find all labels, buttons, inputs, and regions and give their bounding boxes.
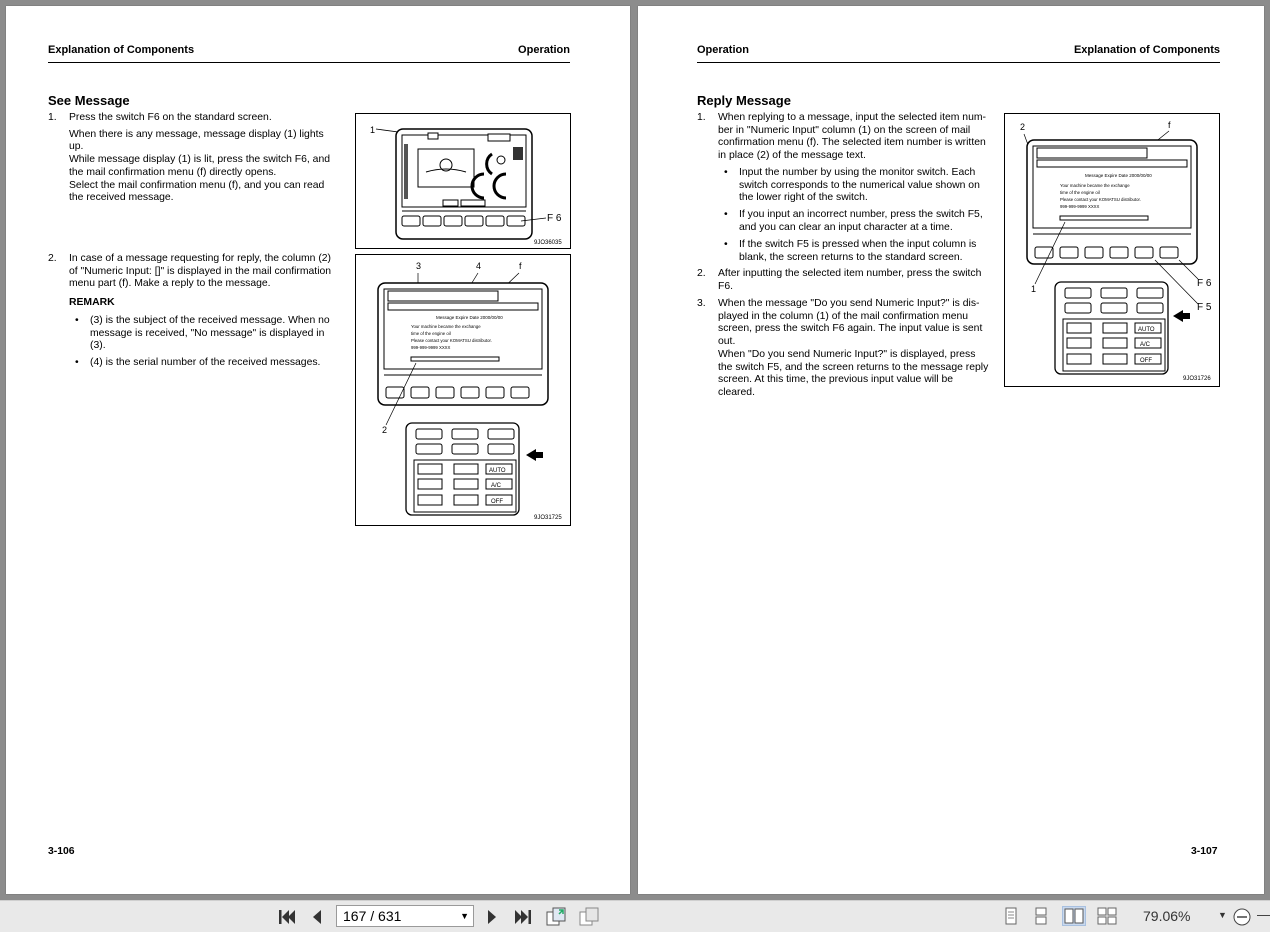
header-left: Operation xyxy=(697,44,749,56)
section-title: See Message xyxy=(48,93,130,108)
page-number-input[interactable] xyxy=(336,905,474,927)
section-title: Reply Message xyxy=(697,93,791,108)
bullet: • xyxy=(75,315,79,326)
page-number: 3-107 xyxy=(1191,846,1218,857)
viewer-toolbar xyxy=(0,900,1270,932)
zoom-dropdown-icon[interactable]: ▼ xyxy=(1218,910,1227,920)
svg-text:9JO31725: 9JO31725 xyxy=(534,515,562,521)
step-1-text: Press the switch F6 on the standard screen. When there is any message, message display (1) lights up. While message display (1) is lit, press the switch F6, and the mail confirmation menu (f) directly opens. Select the mail confirmation menu (f), and you can read the received message. xyxy=(69,112,331,204)
svg-text:AUTO: AUTO xyxy=(489,468,506,474)
svg-text:OFF: OFF xyxy=(491,499,503,505)
monitor-figure-3 xyxy=(1004,113,1220,387)
bullet: • xyxy=(724,167,728,178)
two-page-continuous-view-icon[interactable] xyxy=(1096,907,1118,925)
svg-text:time of the engine oil: time of the engine oil xyxy=(411,331,451,336)
header-left: Explanation of Components xyxy=(48,44,195,56)
svg-text:AUTO: AUTO xyxy=(1138,327,1155,333)
svg-text:2: 2 xyxy=(382,425,388,435)
bullet: • xyxy=(75,357,79,368)
zoom-level[interactable]: 79.06% xyxy=(1143,908,1191,924)
page-header xyxy=(48,44,570,63)
svg-text:f: f xyxy=(519,261,522,271)
extract-page-icon[interactable] xyxy=(545,906,569,926)
svg-text:F 6: F 6 xyxy=(547,213,562,224)
svg-text:f: f xyxy=(1168,120,1171,130)
svg-text:F 6: F 6 xyxy=(1197,278,1212,289)
step-3-text: When the message "Do you send Numeric Input?" is dis- played in the column (1) of the mail confirmation menu screen, press the switch F6 again. The input value is sent out. When "Do you send Numeric Input?" is displayed, press the switch F5, and the screen returns to the message reply screen. At this time, the previous input value will be cleared. xyxy=(718,298,989,398)
svg-text:Your machine became the exchan: Your machine became the exchange xyxy=(411,324,481,329)
two-page-view-icon xyxy=(1063,907,1085,925)
svg-text:4: 4 xyxy=(476,261,482,271)
insert-page-icon[interactable] xyxy=(578,906,602,926)
page-indicator: 167 / 631 xyxy=(343,908,402,924)
step-number: 1. xyxy=(697,112,706,123)
single-page-view-icon[interactable] xyxy=(1002,907,1020,925)
svg-text:1: 1 xyxy=(1031,284,1037,294)
zoom-out-icon[interactable] xyxy=(1232,907,1252,927)
svg-text:Please contact your KOMATSU di: Please contact your KOMATSU distributor. xyxy=(1060,197,1141,202)
left-page xyxy=(6,6,630,894)
bullet: • xyxy=(724,209,728,220)
right-page xyxy=(638,6,1264,894)
last-page-icon[interactable] xyxy=(514,909,532,925)
svg-text:time of the engine oil: time of the engine oil xyxy=(1060,190,1100,195)
reply-message-screen-illustration xyxy=(1005,114,1219,386)
zoom-slider[interactable] xyxy=(1257,915,1270,916)
two-page-view-button[interactable] xyxy=(1062,906,1086,926)
step-number: 2. xyxy=(697,268,706,279)
svg-text:999-999-9999 XXXX: 999-999-9999 XXXX xyxy=(1060,204,1100,209)
monitor-standard-screen-illustration xyxy=(356,114,570,248)
svg-text:2: 2 xyxy=(1020,122,1026,132)
remark-label: REMARK xyxy=(69,297,115,308)
svg-text:Message Expire Date 2000/00/00: Message Expire Date 2000/00/00 xyxy=(1085,173,1152,178)
monitor-figure-2 xyxy=(355,254,571,526)
mail-confirmation-menu-illustration xyxy=(356,255,570,525)
svg-text:3: 3 xyxy=(416,261,422,271)
prev-page-icon[interactable] xyxy=(310,909,322,925)
remark-bullet-text: (4) is the serial number of the received messages. xyxy=(90,357,321,368)
step-2-text: In case of a message requesting for reply, the column (2) of "Numeric Input: []" is displayed in the mail confirmation menu part (f). Make a reply to the message. xyxy=(69,253,332,290)
step-number: 3. xyxy=(697,298,706,309)
svg-text:A/C: A/C xyxy=(491,483,502,489)
header-right: Explanation of Components xyxy=(1073,44,1220,56)
step-2-text: After inputting the selected item number, press the switch F6. xyxy=(718,268,982,292)
next-page-icon[interactable] xyxy=(487,909,499,925)
continuous-view-icon[interactable] xyxy=(1032,907,1050,925)
page-header xyxy=(697,44,1220,63)
remark-bullet-text: (3) is the subject of the received message. When no message is received, "No message" is displayed in (3). xyxy=(90,315,330,352)
step-number: 1. xyxy=(48,112,57,123)
bullet-text: Input the number by using the monitor switch. Each switch corresponds to the numerical value shown on the lower right of the switch. xyxy=(739,167,980,204)
svg-text:F 5: F 5 xyxy=(1197,302,1212,313)
svg-text:1: 1 xyxy=(370,125,376,135)
bullet-text: If the switch F5 is pressed when the input column is blank, the screen returns to the standard screen. xyxy=(739,239,977,263)
page-number: 3-106 xyxy=(48,846,75,857)
bullet-text: If you input an incorrect number, press the switch F5, and you can clear an input character at a time. xyxy=(739,209,983,233)
monitor-figure-1 xyxy=(355,113,571,249)
svg-text:Message Expire Date 2000/00/00: Message Expire Date 2000/00/00 xyxy=(436,315,503,320)
svg-text:999-999-9999 XXXX: 999-999-9999 XXXX xyxy=(411,345,451,350)
svg-text:A/C: A/C xyxy=(1140,342,1151,348)
svg-text:9JO31726: 9JO31726 xyxy=(1183,376,1211,382)
svg-text:Your machine became the exchan: Your machine became the exchange xyxy=(1060,183,1130,188)
first-page-icon[interactable] xyxy=(278,909,296,925)
step-number: 2. xyxy=(48,253,57,264)
page-dropdown-icon[interactable]: ▼ xyxy=(460,911,469,921)
svg-text:OFF: OFF xyxy=(1140,358,1152,364)
svg-text:Please contact your KOMATSU di: Please contact your KOMATSU distributor. xyxy=(411,338,492,343)
bullet: • xyxy=(724,239,728,250)
step-1-text: When replying to a message, input the selected item num- ber in "Numeric Input" column (1) on the screen of mail confirmation menu (f). The selected item number is written in place (2) of the message text. xyxy=(718,112,986,162)
svg-text:9JO36035: 9JO36035 xyxy=(534,240,562,246)
header-right: Operation xyxy=(518,44,570,56)
